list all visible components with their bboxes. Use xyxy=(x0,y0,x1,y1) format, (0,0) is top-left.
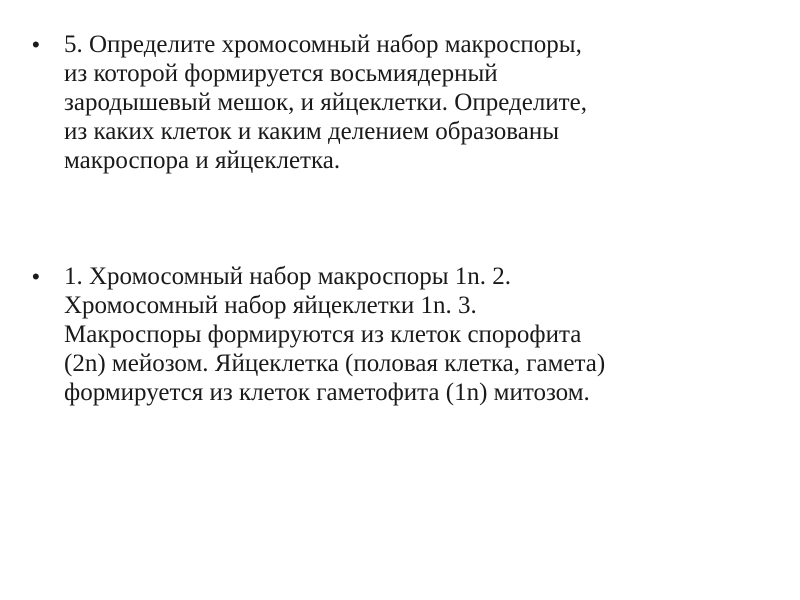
answer-line-5: формируется из клеток гаметофита (1n) митозом. xyxy=(64,379,590,406)
answer-line-2: Хромосомный набор яйцеклетки 1n. 3. xyxy=(64,292,477,319)
bullet-marker: • xyxy=(32,264,40,289)
answer-line-4: (2n) мейозом. Яйцеклетка (половая клетка, гамета) xyxy=(64,350,606,377)
question-bullet xyxy=(32,30,762,175)
question-line-2: из которой формируется восьмиядерный xyxy=(64,60,498,87)
question-line-4: из каких клеток и каким делением образованы xyxy=(64,118,560,145)
bullet-marker: • xyxy=(32,32,40,57)
answer-line-3: Макроспоры формируются из клеток спорофита xyxy=(64,321,582,348)
question-line-1: 5. Определите хромосомный набор макроспоры, xyxy=(64,31,582,58)
question-line-3: зародышевый мешок, и яйцеклетки. Определите, xyxy=(64,89,587,116)
question-line-5: макроспора и яйцеклетка. xyxy=(64,147,341,174)
bullet-list xyxy=(32,30,762,407)
answer-bullet xyxy=(32,262,762,407)
answer-line-1: 1. Хромосомный набор макроспоры 1n. 2. xyxy=(64,263,511,290)
